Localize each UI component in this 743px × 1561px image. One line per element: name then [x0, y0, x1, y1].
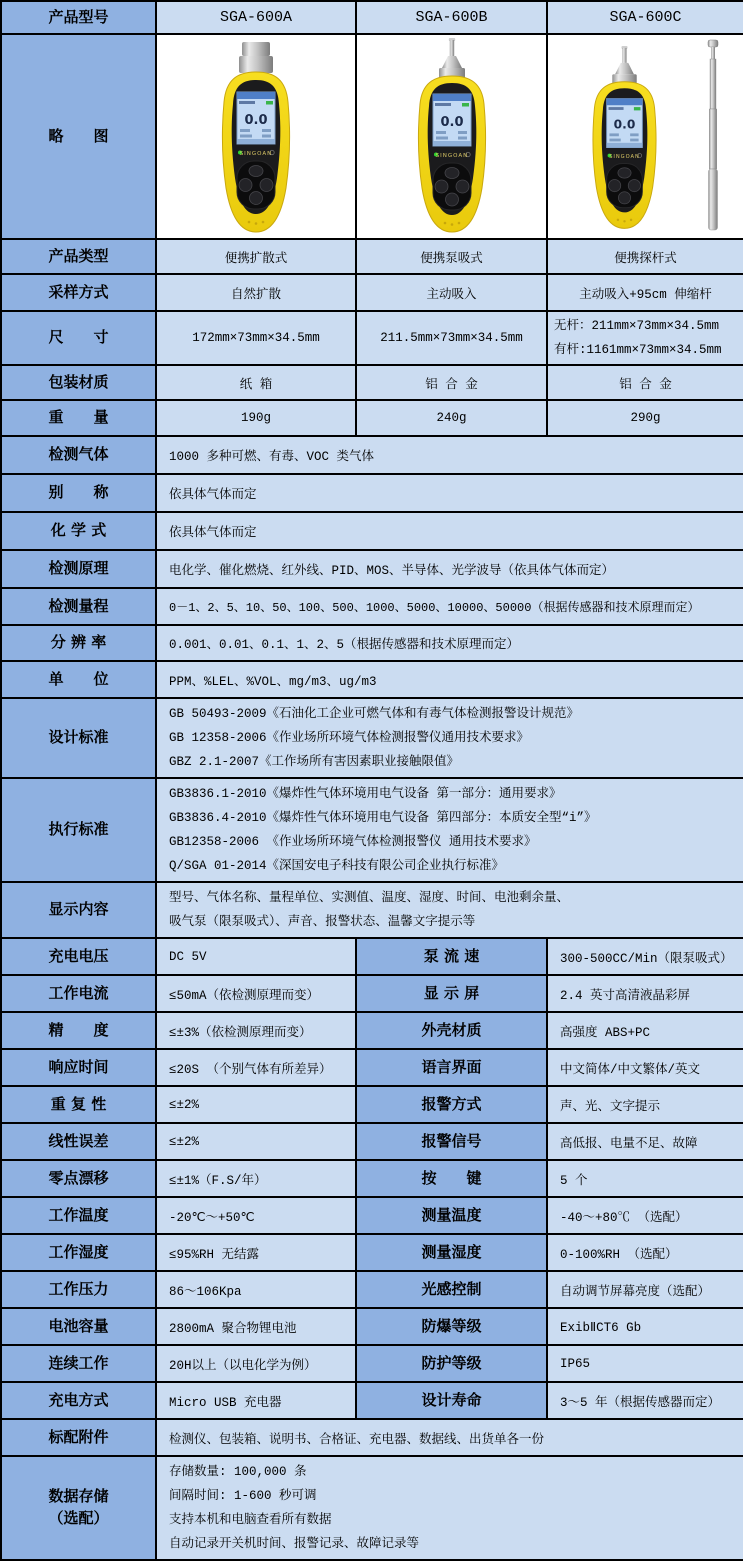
display-content-value: [156, 882, 743, 938]
battery-value: 2800mA 聚合物锂电池: [156, 1308, 356, 1345]
row-label-working-humidity: 工作湿度: [1, 1234, 156, 1271]
row-label-accuracy: 精 度: [1, 1012, 156, 1049]
weight-b: 240g: [356, 400, 547, 436]
resolution-value: 0.001、0.01、0.1、1、2、5（根据传感器和技术原理而定）: [156, 625, 743, 661]
row-label-working-current: 工作电流: [1, 975, 156, 1012]
accessories-value: 检测仪、包装箱、说明书、合格证、充电器、数据线、出货单各一份: [156, 1419, 743, 1456]
unit-value: PPM、%LEL、%VOL、mg/m3、ug/m3: [156, 661, 743, 698]
size-c: [547, 311, 743, 365]
alias-value: 依具体气体而定: [156, 474, 743, 512]
response-time-value: ≤20S （个别气体有所差异）: [156, 1049, 356, 1086]
packaging-c: 铝 合 金: [547, 365, 743, 400]
row-label-measure-humidity: 测量湿度: [356, 1234, 547, 1271]
light-sensor-value: 自动调节屏幕亮度（选配）: [547, 1271, 743, 1308]
device-photo-sga-600b: [377, 38, 527, 236]
formula-value: 依具体气体而定: [156, 512, 743, 550]
alarm-mode-value: 声、光、文字提示: [547, 1086, 743, 1123]
language-value: 中文简体/中文繁体/英文: [547, 1049, 743, 1086]
repeatability-value: ≤±2%: [156, 1086, 356, 1123]
table-row: [1, 400, 743, 436]
data-storage-line: 自动记录开关机时间、报警记录、故障记录等: [169, 1537, 420, 1551]
table-row: [1, 365, 743, 400]
model-name-sga-600b: SGA-600B: [356, 1, 547, 34]
shell-material-value: 高强度 ABS+PC: [547, 1012, 743, 1049]
exec-std-value: [156, 778, 743, 882]
row-label-display-screen: 显 示 屏: [356, 975, 547, 1012]
model-name-sga-600c: SGA-600C: [547, 1, 743, 34]
row-label-alarm-signal: 报警信号: [356, 1123, 547, 1160]
row-label-size: 尺 寸: [1, 311, 156, 365]
table-row: [1, 1123, 743, 1160]
row-label-gas: 检测气体: [1, 436, 156, 474]
working-humidity-value: ≤95%RH 无结露: [156, 1234, 356, 1271]
row-label-sampling: 采样方式: [1, 274, 156, 311]
pump-speed-value: 300-500CC/Min（限泵吸式）: [547, 938, 743, 975]
data-storage-line: 支持本机和电脑查看所有数据: [169, 1513, 332, 1527]
table-row: [1, 512, 743, 550]
range-value: 0－1、2、5、10、50、100、500、1000、5000、10000、50000（根据传感器和技术原理而定）: [156, 588, 743, 625]
data-storage-label-line1: 数据存储: [48, 1487, 109, 1506]
table-row: [1, 1419, 743, 1456]
weight-c: 290g: [547, 400, 743, 436]
explosion-proof-value: ExibⅡCT6 Gb: [547, 1308, 743, 1345]
device-photo-sga-600a: [181, 38, 331, 236]
design-std-value: [156, 698, 743, 778]
row-label-battery: 电池容量: [1, 1308, 156, 1345]
row-label-product-type: 产品类型: [1, 239, 156, 274]
table-row: [1, 588, 743, 625]
table-row: [1, 1345, 743, 1382]
table-row: [1, 778, 743, 882]
table-row: [1, 1012, 743, 1049]
zero-drift-value: ≤±1%（F.S/年）: [156, 1160, 356, 1197]
continuous-work-value: 20H以上（以电化学为例）: [156, 1345, 356, 1382]
weight-a: 190g: [156, 400, 356, 436]
table-row: [1, 1308, 743, 1345]
exec-std-line: GB12358-2006 《作业场所环境气体检测报警仪 通用技术要求》: [169, 835, 537, 849]
table-row: [1, 1271, 743, 1308]
row-label-packaging: 包装材质: [1, 365, 156, 400]
display-content-line: 吸气泵（限泵吸式）、声音、报警状态、温馨文字提示等: [169, 915, 476, 929]
working-pressure-value: 86～106Kpa: [156, 1271, 356, 1308]
table-row: [1, 698, 743, 778]
row-label-pump-speed: 泵 流 速: [356, 938, 547, 975]
model-name-sga-600a: SGA-600A: [156, 1, 356, 34]
row-label-zero-drift: 零点漂移: [1, 1160, 156, 1197]
product-type-c: 便携探杆式: [547, 239, 743, 274]
device-photo-cell-c: [547, 34, 743, 239]
exec-std-line: Q/SGA 01-2014《深国安电子科技有限公司企业执行标准》: [169, 859, 505, 873]
design-std-line: GB 50493-2009《石油化工企业可燃气体和有毒气体检测报警设计规范》: [169, 707, 580, 721]
measure-humidity-value: 0-100%RH （选配）: [547, 1234, 743, 1271]
header-label: 产品型号: [1, 1, 156, 34]
row-label-data-storage: [1, 1456, 156, 1560]
row-label-continuous-work: 连续工作: [1, 1345, 156, 1382]
table-row: [1, 975, 743, 1012]
row-label-repeatability: 重 复 性: [1, 1086, 156, 1123]
gas-value: 1000 多种可燃、有毒、VOC 类气体: [156, 436, 743, 474]
row-label-protection-grade: 防护等级: [356, 1345, 547, 1382]
device-brand: SINGOAN: [239, 150, 273, 157]
table-row: [1, 239, 743, 274]
device-photo-cell-a: [156, 34, 356, 239]
device-photo-cell-b: [356, 34, 547, 239]
protection-grade-value: IP65: [547, 1345, 743, 1382]
size-b: 211.5mm×73mm×34.5mm: [356, 311, 547, 365]
row-label-resolution: 分 辨 率: [1, 625, 156, 661]
row-label-linearity-error: 线性误差: [1, 1123, 156, 1160]
design-std-line: GBZ 2.1-2007《工作场所有害因素职业接触限值》: [169, 755, 460, 769]
table-row: [1, 311, 743, 365]
row-label-alarm-mode: 报警方式: [356, 1086, 547, 1123]
table-row: [1, 1234, 743, 1271]
table-row: [1, 1086, 743, 1123]
table-row: [1, 550, 743, 588]
table-row: [1, 1197, 743, 1234]
row-label-design-life: 设计寿命: [356, 1382, 547, 1419]
row-label-unit: 单 位: [1, 661, 156, 698]
packaging-a: 纸 箱: [156, 365, 356, 400]
working-current-value: ≤50mA（依检测原理而变）: [156, 975, 356, 1012]
table-row: [1, 1, 743, 34]
row-label-working-temp: 工作温度: [1, 1197, 156, 1234]
row-label-working-pressure: 工作压力: [1, 1271, 156, 1308]
row-label-design-std: 设计标准: [1, 698, 156, 778]
exec-std-line: GB3836.1-2010《爆炸性气体环境用电气设备 第一部分：通用要求》: [169, 787, 562, 801]
sketch-label: 略 图: [1, 34, 156, 239]
row-label-measure-temp: 测量温度: [356, 1197, 547, 1234]
accuracy-value: ≤±3%（依检测原理而变）: [156, 1012, 356, 1049]
charge-method-value: Micro USB 充电器: [156, 1382, 356, 1419]
device-screen-value: 0.0: [244, 112, 268, 128]
table-row: [1, 474, 743, 512]
design-life-value: 3～5 年（根据传感器而定）: [547, 1382, 743, 1419]
row-label-explosion-proof: 防爆等级: [356, 1308, 547, 1345]
data-storage-line: 间隔时间: 1-600 秒可调: [169, 1489, 317, 1503]
row-label-charge-voltage: 充电电压: [1, 938, 156, 975]
device-brand: SINGOAN: [608, 153, 640, 160]
product-type-b: 便携泵吸式: [356, 239, 547, 274]
product-type-a: 便携扩散式: [156, 239, 356, 274]
row-label-accessories: 标配附件: [1, 1419, 156, 1456]
sampling-a: 自然扩散: [156, 274, 356, 311]
sampling-c: 主动吸入+95cm 伸缩杆: [547, 274, 743, 311]
table-row: [1, 938, 743, 975]
measure-temp-value: -40～+80℃ （选配）: [547, 1197, 743, 1234]
display-screen-value: 2.4 英寸高清液晶彩屏: [547, 975, 743, 1012]
row-label-buttons: 按 键: [356, 1160, 547, 1197]
device-screen-value: 0.0: [613, 117, 635, 132]
data-storage-line: 存储数量: 100,000 条: [169, 1465, 307, 1479]
exec-std-line: GB3836.4-2010《爆炸性气体环境用电气设备 第四部分：本质安全型“i”》: [169, 811, 597, 825]
table-row: [1, 882, 743, 938]
row-label-display-content: 显示内容: [1, 882, 156, 938]
table-row: [1, 436, 743, 474]
display-content-line: 型号、气体名称、量程单位、实测值、温度、湿度、时间、电池剩余量、: [169, 891, 570, 905]
table-row: [1, 625, 743, 661]
row-label-language: 语言界面: [356, 1049, 547, 1086]
linearity-error-value: ≤±2%: [156, 1123, 356, 1160]
size-c-with-rod: 有杆:1161mm×73mm×34.5mm: [554, 343, 722, 357]
row-label-shell-material: 外壳材质: [356, 1012, 547, 1049]
device-brand: SINGOAN: [435, 152, 468, 159]
row-label-range: 检测量程: [1, 588, 156, 625]
device-photo-sga-600c: [562, 38, 730, 236]
row-label-formula: 化 学 式: [1, 512, 156, 550]
charge-voltage-value: DC 5V: [156, 938, 356, 975]
row-label-weight: 重 量: [1, 400, 156, 436]
table-row: [1, 274, 743, 311]
table-row: [1, 1160, 743, 1197]
data-storage-value: [156, 1456, 743, 1560]
row-label-charge-method: 充电方式: [1, 1382, 156, 1419]
alarm-signal-value: 高低报、电量不足、故障: [547, 1123, 743, 1160]
table-row: [1, 1456, 743, 1560]
size-c-without-rod: 无杆：211mm×73mm×34.5mm: [554, 319, 720, 333]
row-label-exec-std: 执行标准: [1, 778, 156, 882]
design-std-line: GB 12358-2006《作业场所环境气体检测报警仪通用技术要求》: [169, 731, 530, 745]
table-row: [1, 34, 743, 239]
working-temp-value: -20℃～+50℃: [156, 1197, 356, 1234]
principle-value: 电化学、催化燃烧、红外线、PID、MOS、半导体、光学波导（依具体气体而定）: [156, 550, 743, 588]
table-row: [1, 1049, 743, 1086]
table-row: [1, 1382, 743, 1419]
telescopic-rod-image: [708, 40, 718, 230]
sampling-b: 主动吸入: [356, 274, 547, 311]
row-label-response-time: 响应时间: [1, 1049, 156, 1086]
device-screen-value: 0.0: [439, 114, 464, 130]
row-label-alias: 别 称: [1, 474, 156, 512]
packaging-b: 铝 合 金: [356, 365, 547, 400]
size-a: 172mm×73mm×34.5mm: [156, 311, 356, 365]
row-label-light-sensor: 光感控制: [356, 1271, 547, 1308]
buttons-value: 5 个: [547, 1160, 743, 1197]
table-row: [1, 661, 743, 698]
data-storage-label-line2: （选配）: [48, 1509, 109, 1527]
row-label-principle: 检测原理: [1, 550, 156, 588]
